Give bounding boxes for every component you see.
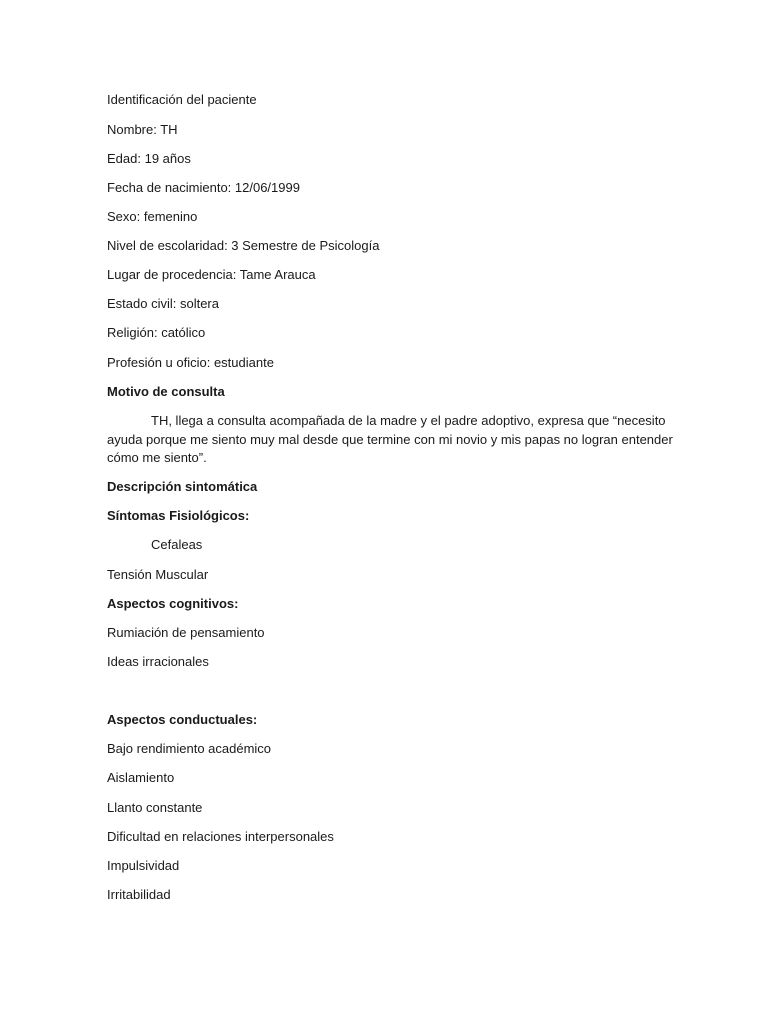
field-profesion: Profesión u oficio: estudiante — [107, 355, 274, 370]
list-item: Ideas irracionales — [107, 654, 209, 669]
field-escolaridad: Nivel de escolaridad: 3 Semestre de Psicología — [107, 238, 380, 253]
field-procedencia: Lugar de procedencia: Tame Arauca — [107, 267, 316, 282]
list-item: Aislamiento — [107, 770, 175, 785]
descripcion-heading: Descripción sintomática — [107, 479, 258, 494]
motivo-heading: Motivo de consulta — [107, 384, 225, 399]
field-estado-civil: Estado civil: soltera — [107, 296, 219, 311]
list-item: Irritabilidad — [107, 887, 171, 902]
list-item: Dificultad en relaciones interpersonales — [107, 829, 334, 844]
list-item: Rumiación de pensamiento — [107, 625, 265, 640]
cognitivos-heading: Aspectos cognitivos: — [107, 596, 239, 611]
conductuales-heading: Aspectos conductuales: — [107, 712, 258, 727]
field-sexo: Sexo: femenino — [107, 209, 198, 224]
field-nombre: Nombre: TH — [107, 122, 178, 137]
field-edad: Edad: 19 años — [107, 151, 191, 166]
field-religion: Religión: católico — [107, 325, 206, 340]
list-item: Llanto constante — [107, 800, 203, 815]
list-item: Impulsividad — [107, 858, 180, 873]
list-item: Tensión Muscular — [107, 567, 209, 582]
motivo-line: ayuda porque me siento muy mal desde que termine con mi novio y mis papas no logran entender — [107, 431, 673, 447]
list-item: Bajo rendimiento académico — [107, 741, 272, 756]
motivo-line: TH, llega a consulta acompañada de la madre y el padre adoptivo, expresa que “necesito — [151, 413, 666, 428]
motivo-paragraph — [107, 412, 673, 468]
section-title: Identificación del paciente — [107, 92, 257, 107]
list-item: Cefaleas — [151, 537, 203, 552]
motivo-line: cómo me siento”. — [107, 450, 207, 465]
fisiologicos-heading: Síntomas Fisiológicos: — [107, 508, 250, 523]
field-fecha-nacimiento: Fecha de nacimiento: 12/06/1999 — [107, 180, 300, 195]
